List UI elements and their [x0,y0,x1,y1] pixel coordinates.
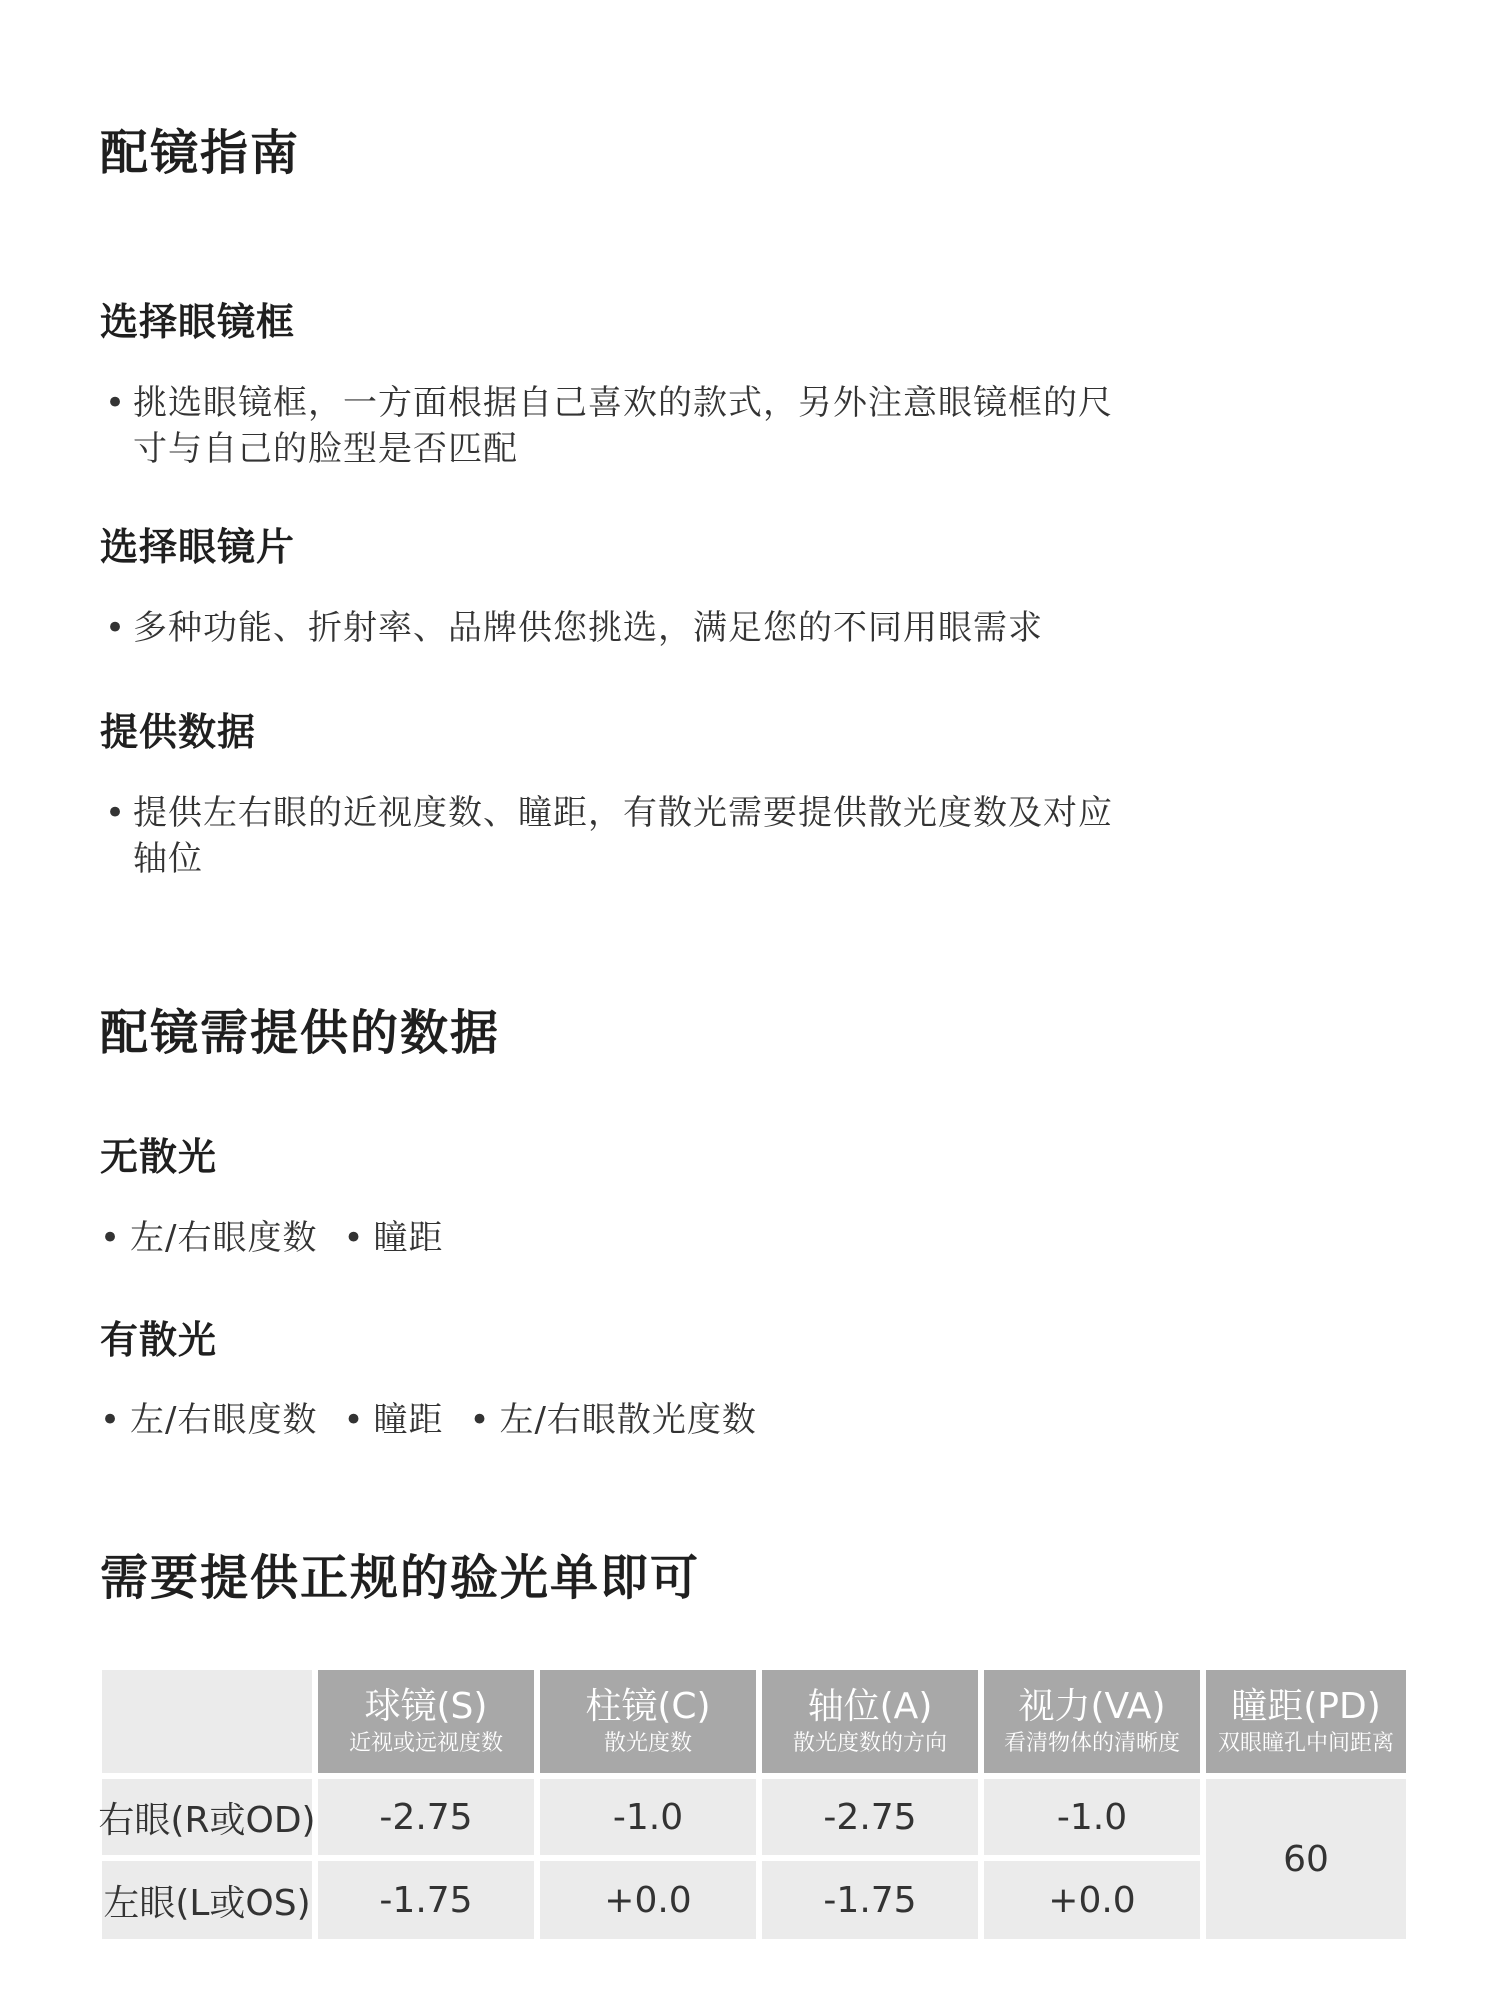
section-heading-lens: 选择眼镜片 [100,525,296,569]
bullet-dot: • [105,793,127,833]
table-corner [102,1670,312,1773]
col-header-label: 柱镜(C) [585,1685,711,1727]
bullet-dot: • [105,608,127,648]
col-header-va [984,1670,1200,1773]
table-cell: -2.75 [762,1779,978,1855]
bullet-frame-text: 挑选眼镜框，一方面根据自己喜欢的款式，另外注意眼镜框的尺寸与自己的脸型是否匹配 [133,383,1113,469]
row-label-right-eye: 右眼(R或OD) [102,1779,312,1855]
section-heading-data: 提供数据 [100,710,257,754]
col-header-sub: 近视或远视度数 [348,1730,503,1756]
bullet-dot: • [105,383,127,423]
row-label-left-eye: 左眼(L或OS) [102,1861,312,1939]
astig-heading: 有散光 [100,1318,218,1362]
prescription-title: 需要提供正规的验光单即可 [100,1550,701,1606]
col-header-label: 球镜(S) [364,1685,488,1727]
col-header-label: 视力(VA) [1018,1685,1166,1727]
guide-title: 配镜指南 [100,125,301,181]
col-header-sphere [318,1670,534,1773]
bullet-data-text: 提供左右眼的近视度数、瞳距，有散光需要提供散光度数及对应轴位 [133,793,1113,879]
col-header-axis [762,1670,978,1773]
table-cell: +0.0 [984,1861,1200,1939]
col-header-sub: 散光度数的方向 [792,1730,947,1756]
bullet-lens-text: 多种功能、折射率、品牌供您挑选，满足您的不同用眼需求 [133,608,1043,648]
no-astig-item: • 左/右眼度数 [100,1215,317,1261]
col-header-sub: 散光度数 [603,1730,692,1756]
no-astig-heading: 无散光 [100,1135,218,1179]
col-header-pd [1206,1670,1406,1773]
astig-item: • 左/右眼散光度数 [469,1397,756,1443]
pd-value-cell: 60 [1206,1779,1406,1939]
col-header-label: 瞳距(PD) [1231,1685,1381,1727]
table-cell: -1.0 [540,1779,756,1855]
astig-item: • 左/右眼度数 [100,1397,317,1443]
table-cell: +0.0 [540,1861,756,1939]
table-cell: -1.0 [984,1779,1200,1855]
astig-item: • 瞳距 [343,1397,443,1443]
table-cell: -2.75 [318,1779,534,1855]
table-cell: -1.75 [318,1861,534,1939]
required-data-title: 配镜需提供的数据 [100,1005,501,1061]
col-header-label: 轴位(A) [807,1685,933,1727]
no-astig-item: • 瞳距 [343,1215,443,1261]
col-header-cylinder [540,1670,756,1773]
table-cell: -1.75 [762,1861,978,1939]
section-heading-frame: 选择眼镜框 [100,300,296,344]
col-header-sub: 看清物体的清晰度 [1003,1730,1180,1756]
col-header-sub: 双眼瞳孔中间距离 [1217,1730,1394,1756]
